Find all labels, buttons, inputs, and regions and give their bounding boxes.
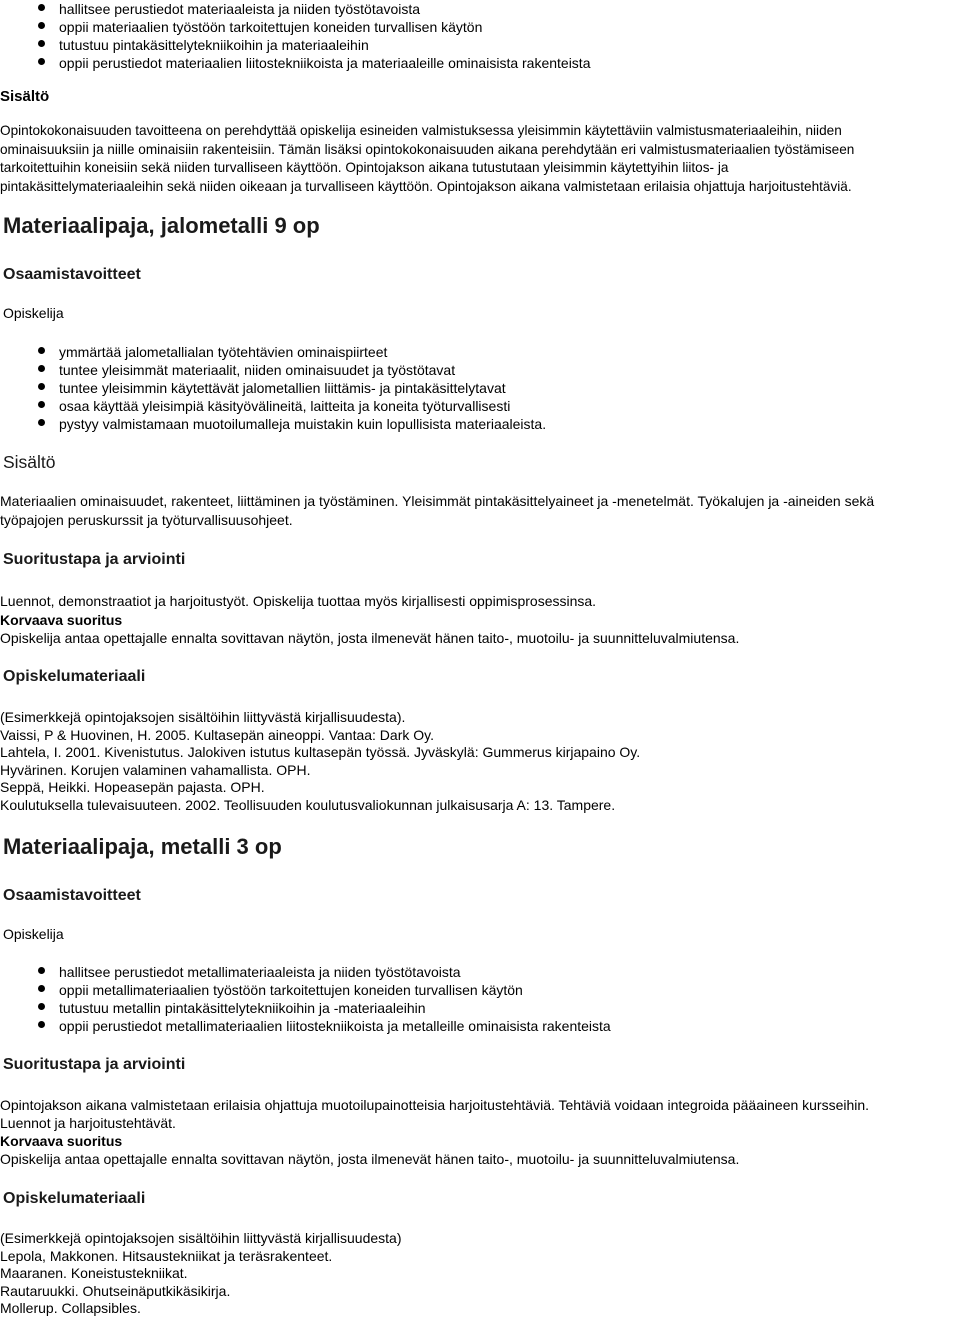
sisalto-heading: Sisältö <box>3 452 56 472</box>
list-item: hallitsee perustiedot metallimateriaaleista ja niiden työstötavoista <box>38 963 611 981</box>
list-item: oppii metallimateriaalien työstöön tarkoitettujen koneiden turvallisen käytön <box>38 981 611 999</box>
list-item: hallitsee perustiedot materiaaleista ja niiden työstötavoista <box>38 0 591 18</box>
opiskelumateriaali-heading: Opiskelumateriaali <box>3 668 146 685</box>
list-item: ymmärtää jalometallialan työtehtävien ominaispiirteet <box>38 343 546 361</box>
sisalto-paragraph <box>0 492 874 529</box>
section-title: Materiaalipaja, jalometalli 9 op <box>3 213 320 238</box>
reference-line: Seppä, Heikki. Hopeasepän pajasta. OPH. <box>0 779 265 795</box>
paragraph-line: työpajojen peruskurssit ja työturvallisuusohjeet. <box>0 511 293 528</box>
suoritustapa-paragraph <box>0 592 739 648</box>
paragraph-line: tarkoitettuihin koneisiin sekä niiden turvalliseen käyttöön. Opintojakson aikana tutustutaan yleisimmin käytettyihin liitos- ja <box>0 160 729 175</box>
suoritustapa-heading: Suoritustapa ja arviointi <box>3 551 186 568</box>
suoritustapa-paragraph <box>0 1096 869 1168</box>
section-title: Materiaalipaja, metalli 3 op <box>3 834 282 859</box>
korvaava-label: Korvaava suoritus <box>0 611 123 628</box>
osaamistavoitteet-heading: Osaamistavoitteet <box>3 887 141 904</box>
opiskelija-label: Opiskelija <box>3 305 64 321</box>
list-item: tuntee yleisimmät materiaalit, niiden ominaisuudet ja työstötavat <box>38 361 546 379</box>
top-sisalto-heading: Sisältö <box>0 88 50 105</box>
list-item: oppii perustiedot metallimateriaalien liitostekniikoista ja metalleille ominaisista rakenteista <box>38 1017 611 1035</box>
paragraph-line: Opiskelija antaa opettajalle ennalta sovittavan näytön, josta ilmenevät hänen taito-, muotoilu- ja suunnitteluvalmiutensa. <box>0 1151 740 1167</box>
top-sisalto-paragraph <box>0 122 854 196</box>
list-item: osaa käyttää yleisimpiä käsityövälineitä, laitteita ja koneita työturvallisesti <box>38 397 546 415</box>
paragraph-line: Luennot ja harjoitustehtävät. <box>0 1115 176 1131</box>
reference-line: Rautaruukki. Ohutseinäputkikäsikirja. <box>0 1282 231 1299</box>
paragraph-line: Opintojakson aikana valmistetaan erilaisia ohjattuja muotoilupainotteisia harjoitustehtäviä. Tehtäviä voidaan integroida pääaineen kursseihin. <box>0 1097 870 1113</box>
reference-line: Maaranen. Koneistustekniikat. <box>0 1265 188 1281</box>
paragraph-line: Luennot, demonstraatiot ja harjoitustyöt. Opiskelija tuottaa myös kirjallisesti oppimisprosessinsa. <box>0 593 597 609</box>
reference-line: (Esimerkkejä opintojaksojen sisältöihin liittyvästä kirjallisuudesta). <box>0 709 406 725</box>
reference-line: Koulutuksella tulevaisuuteen. 2002. Teollisuuden koulutusvaliokunnan julkaisusarja A: 13. Tampere. <box>0 796 616 813</box>
korvaava-label: Korvaava suoritus <box>0 1133 123 1149</box>
reference-line: Lepola, Makkonen. Hitsaustekniikat ja teräsrakenteet. <box>0 1247 333 1264</box>
paragraph-line: ominaisuuksiin ja niille ominaisiin rakenteisiin. Tämän lisäksi opintokokonaisuuden aikana perehdytään eri valmistusmateriaalien työstämiseen <box>0 141 855 157</box>
list-item: tutustuu metallin pintakäsittelytekniikoihin ja -materiaaleihin <box>38 999 611 1017</box>
paragraph-line: Materiaalien ominaisuudet, rakenteet, liittäminen ja työstäminen. Yleisimmät pintakäsittelyaineet ja -menetelmät. Työkalujen ja -aineiden sekä <box>0 493 875 509</box>
opiskelumateriaali-heading: Opiskelumateriaali <box>3 1190 146 1207</box>
list-item: pystyy valmistamaan muotoilumalleja muistakin kuin lopullisista materiaaleista. <box>38 415 546 433</box>
reference-line: (Esimerkkejä opintojaksojen sisältöihin liittyvästä kirjallisuudesta) <box>0 1230 402 1246</box>
reference-line: Hyvärinen. Korujen valaminen vahamallista. OPH. <box>0 761 311 778</box>
reference-line: Lahtela, I. 2001. Kivenistutus. Jalokiven istutus kultasepän työssä. Jyväskylä: Gummerus kirjapaino Oy. <box>0 744 641 760</box>
suoritustapa-heading: Suoritustapa ja arviointi <box>3 1056 186 1073</box>
list-item: tutustuu pintakäsittelytekniikoihin ja materiaaleihin <box>38 36 591 54</box>
opiskelija-label: Opiskelija <box>3 926 64 942</box>
materiaali-list <box>0 709 640 814</box>
paragraph-line: Opintokokonaisuuden tavoitteena on perehdyttää opiskelija esineiden valmistuksessa yleisimmin käytettäviin valmistusmateriaaleihin, niiden <box>0 123 842 138</box>
goals-bullet-list <box>38 963 611 1035</box>
reference-line: Vaissi, P & Huovinen, H. 2005. Kultasepän aineoppi. Vantaa: Dark Oy. <box>0 726 434 743</box>
goals-bullet-list <box>38 343 546 433</box>
paragraph-line: pintakäsittelymateriaaleihin sekä niiden oikeaan ja turvalliseen käyttöön. Opintojakson aikana valmistetaan erilaisia ohjattuja harjoitustehtäviä. <box>0 178 852 194</box>
list-item: oppii materiaalien työstöön tarkoitettujen koneiden turvallisen käytön <box>38 18 591 36</box>
reference-line: Mollerup. Collapsibles. <box>0 1300 141 1316</box>
materiaali-list <box>0 1230 402 1318</box>
list-item: oppii perustiedot materiaalien liitostekniikoista ja materiaaleille ominaisista rakenteista <box>38 54 591 72</box>
top-bullet-list <box>38 0 591 72</box>
osaamistavoitteet-heading: Osaamistavoitteet <box>3 266 141 283</box>
list-item: tuntee yleisimmin käytettävät jalometallien liittämis- ja pintakäsittelytavat <box>38 379 546 397</box>
paragraph-line: Opiskelija antaa opettajalle ennalta sovittavan näytön, josta ilmenevät hänen taito-, muotoilu- ja suunnitteluvalmiutensa. <box>0 630 740 646</box>
